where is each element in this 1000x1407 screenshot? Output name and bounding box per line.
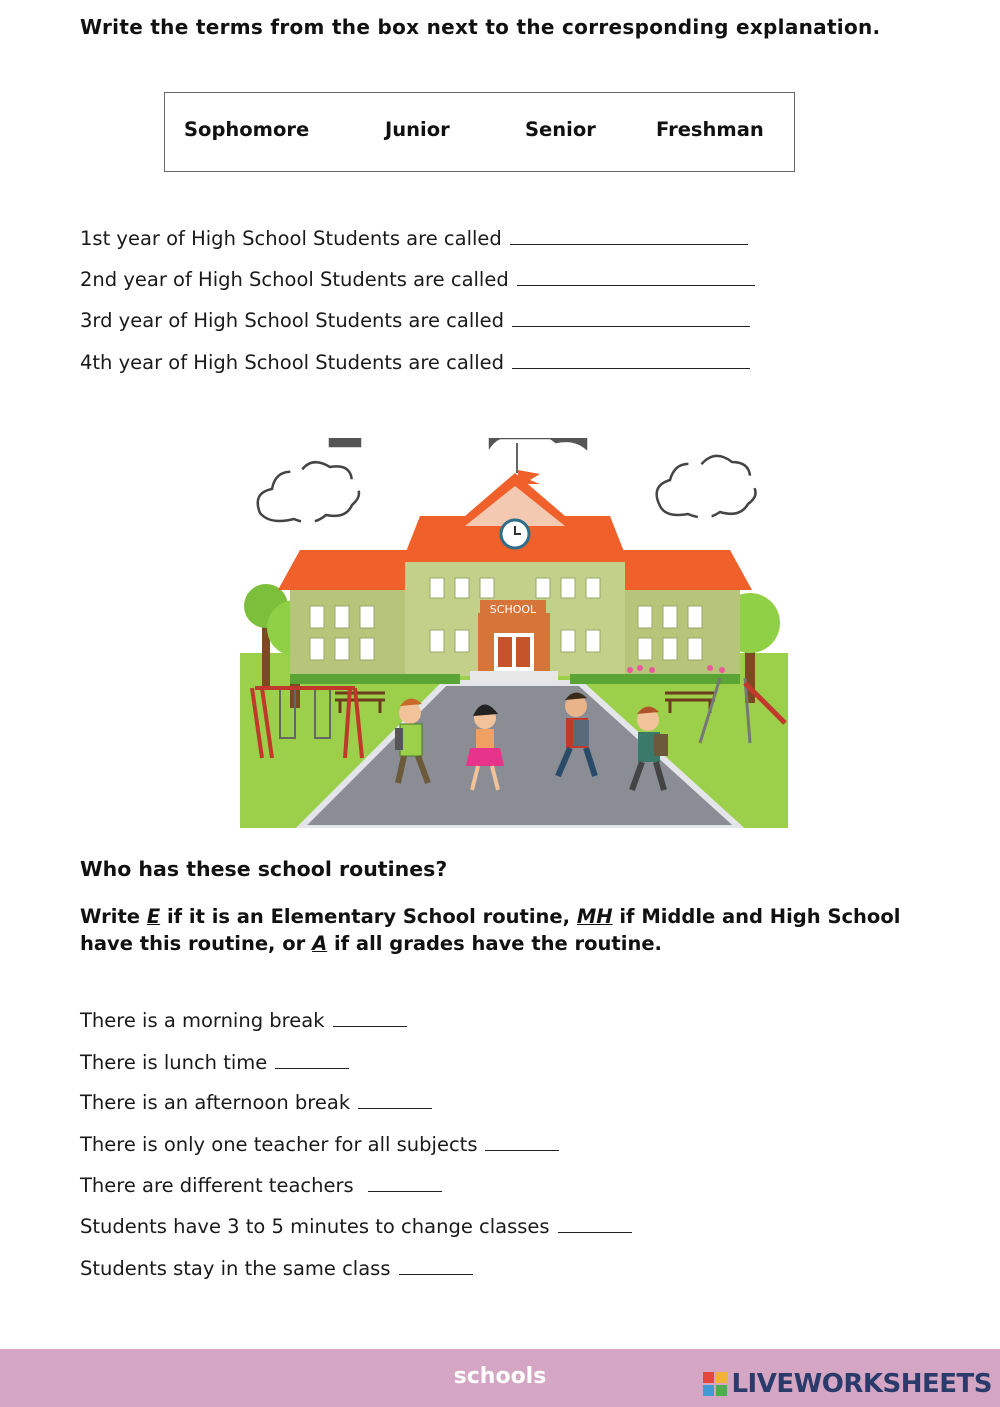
- routine-item: [80, 1050, 349, 1074]
- routine-text: Students stay in the same class: [80, 1257, 391, 1280]
- routine-text: There are different teachers: [80, 1174, 354, 1197]
- school-sign: SCHOOL: [489, 603, 537, 616]
- roof-right: [605, 550, 752, 590]
- answer-blank[interactable]: [399, 1256, 473, 1275]
- routine-item: [80, 1090, 432, 1114]
- answer-blank[interactable]: [333, 1008, 407, 1027]
- question-text: 1st year of High School Students are called: [80, 227, 502, 250]
- routine-text: There is an afternoon break: [80, 1091, 351, 1114]
- flag-icon: [518, 470, 540, 484]
- routine-item: [80, 1214, 632, 1238]
- answer-blank[interactable]: [517, 267, 755, 286]
- term-junior[interactable]: Junior: [385, 118, 450, 141]
- section-heading: Who has these school routines?: [80, 857, 448, 881]
- term-senior[interactable]: Senior: [525, 118, 596, 141]
- year-question: [80, 308, 750, 332]
- question-text: 3rd year of High School Students are called: [80, 309, 505, 332]
- answer-blank[interactable]: [358, 1090, 432, 1109]
- brand[interactable]: [703, 1369, 992, 1399]
- answer-blank[interactable]: [510, 226, 748, 245]
- code-a: A: [312, 932, 328, 955]
- routine-text: There is lunch time: [80, 1051, 268, 1074]
- answer-blank[interactable]: [275, 1050, 349, 1069]
- routine-text: There is only one teacher for all subjects: [80, 1133, 478, 1156]
- footer-bar: [0, 1349, 1000, 1407]
- routine-text: Students have 3 to 5 minutes to change classes: [80, 1215, 550, 1238]
- answer-blank[interactable]: [368, 1173, 442, 1192]
- question-text: 4th year of High School Students are called: [80, 351, 504, 374]
- year-question: [80, 350, 750, 374]
- year-question: [80, 226, 748, 250]
- routine-item: [80, 1008, 407, 1032]
- answer-blank[interactable]: [512, 308, 750, 327]
- year-question: [80, 267, 755, 291]
- school-illustration: [240, 438, 788, 828]
- question-text: 2nd year of High School Students are called: [80, 268, 509, 291]
- term-sophomore[interactable]: Sophomore: [184, 118, 310, 141]
- brand-name: LIVEWORKSHEETS: [731, 1369, 992, 1399]
- routine-text: There is a morning break: [80, 1009, 325, 1032]
- routine-item: [80, 1132, 559, 1156]
- roof-left: [278, 550, 425, 590]
- answer-blank[interactable]: [558, 1214, 632, 1233]
- routine-item: [80, 1173, 442, 1197]
- routine-instructions: Write E if it is an Elementary School routine, MH if Middle and High School have this routine, or A if all grades have the routine.: [80, 905, 901, 955]
- answer-blank[interactable]: [512, 350, 750, 369]
- instruction-title: Write the terms from the box next to the corresponding explanation.: [80, 15, 881, 39]
- worksheet-title: schools: [453, 1364, 547, 1389]
- word-box: [164, 92, 795, 172]
- term-freshman[interactable]: Freshman: [656, 118, 764, 141]
- code-mh: MH: [576, 905, 613, 928]
- answer-blank[interactable]: [485, 1132, 559, 1151]
- code-e: E: [146, 905, 161, 928]
- routine-item: [80, 1256, 473, 1280]
- liveworksheets-logo-icon: [703, 1372, 727, 1396]
